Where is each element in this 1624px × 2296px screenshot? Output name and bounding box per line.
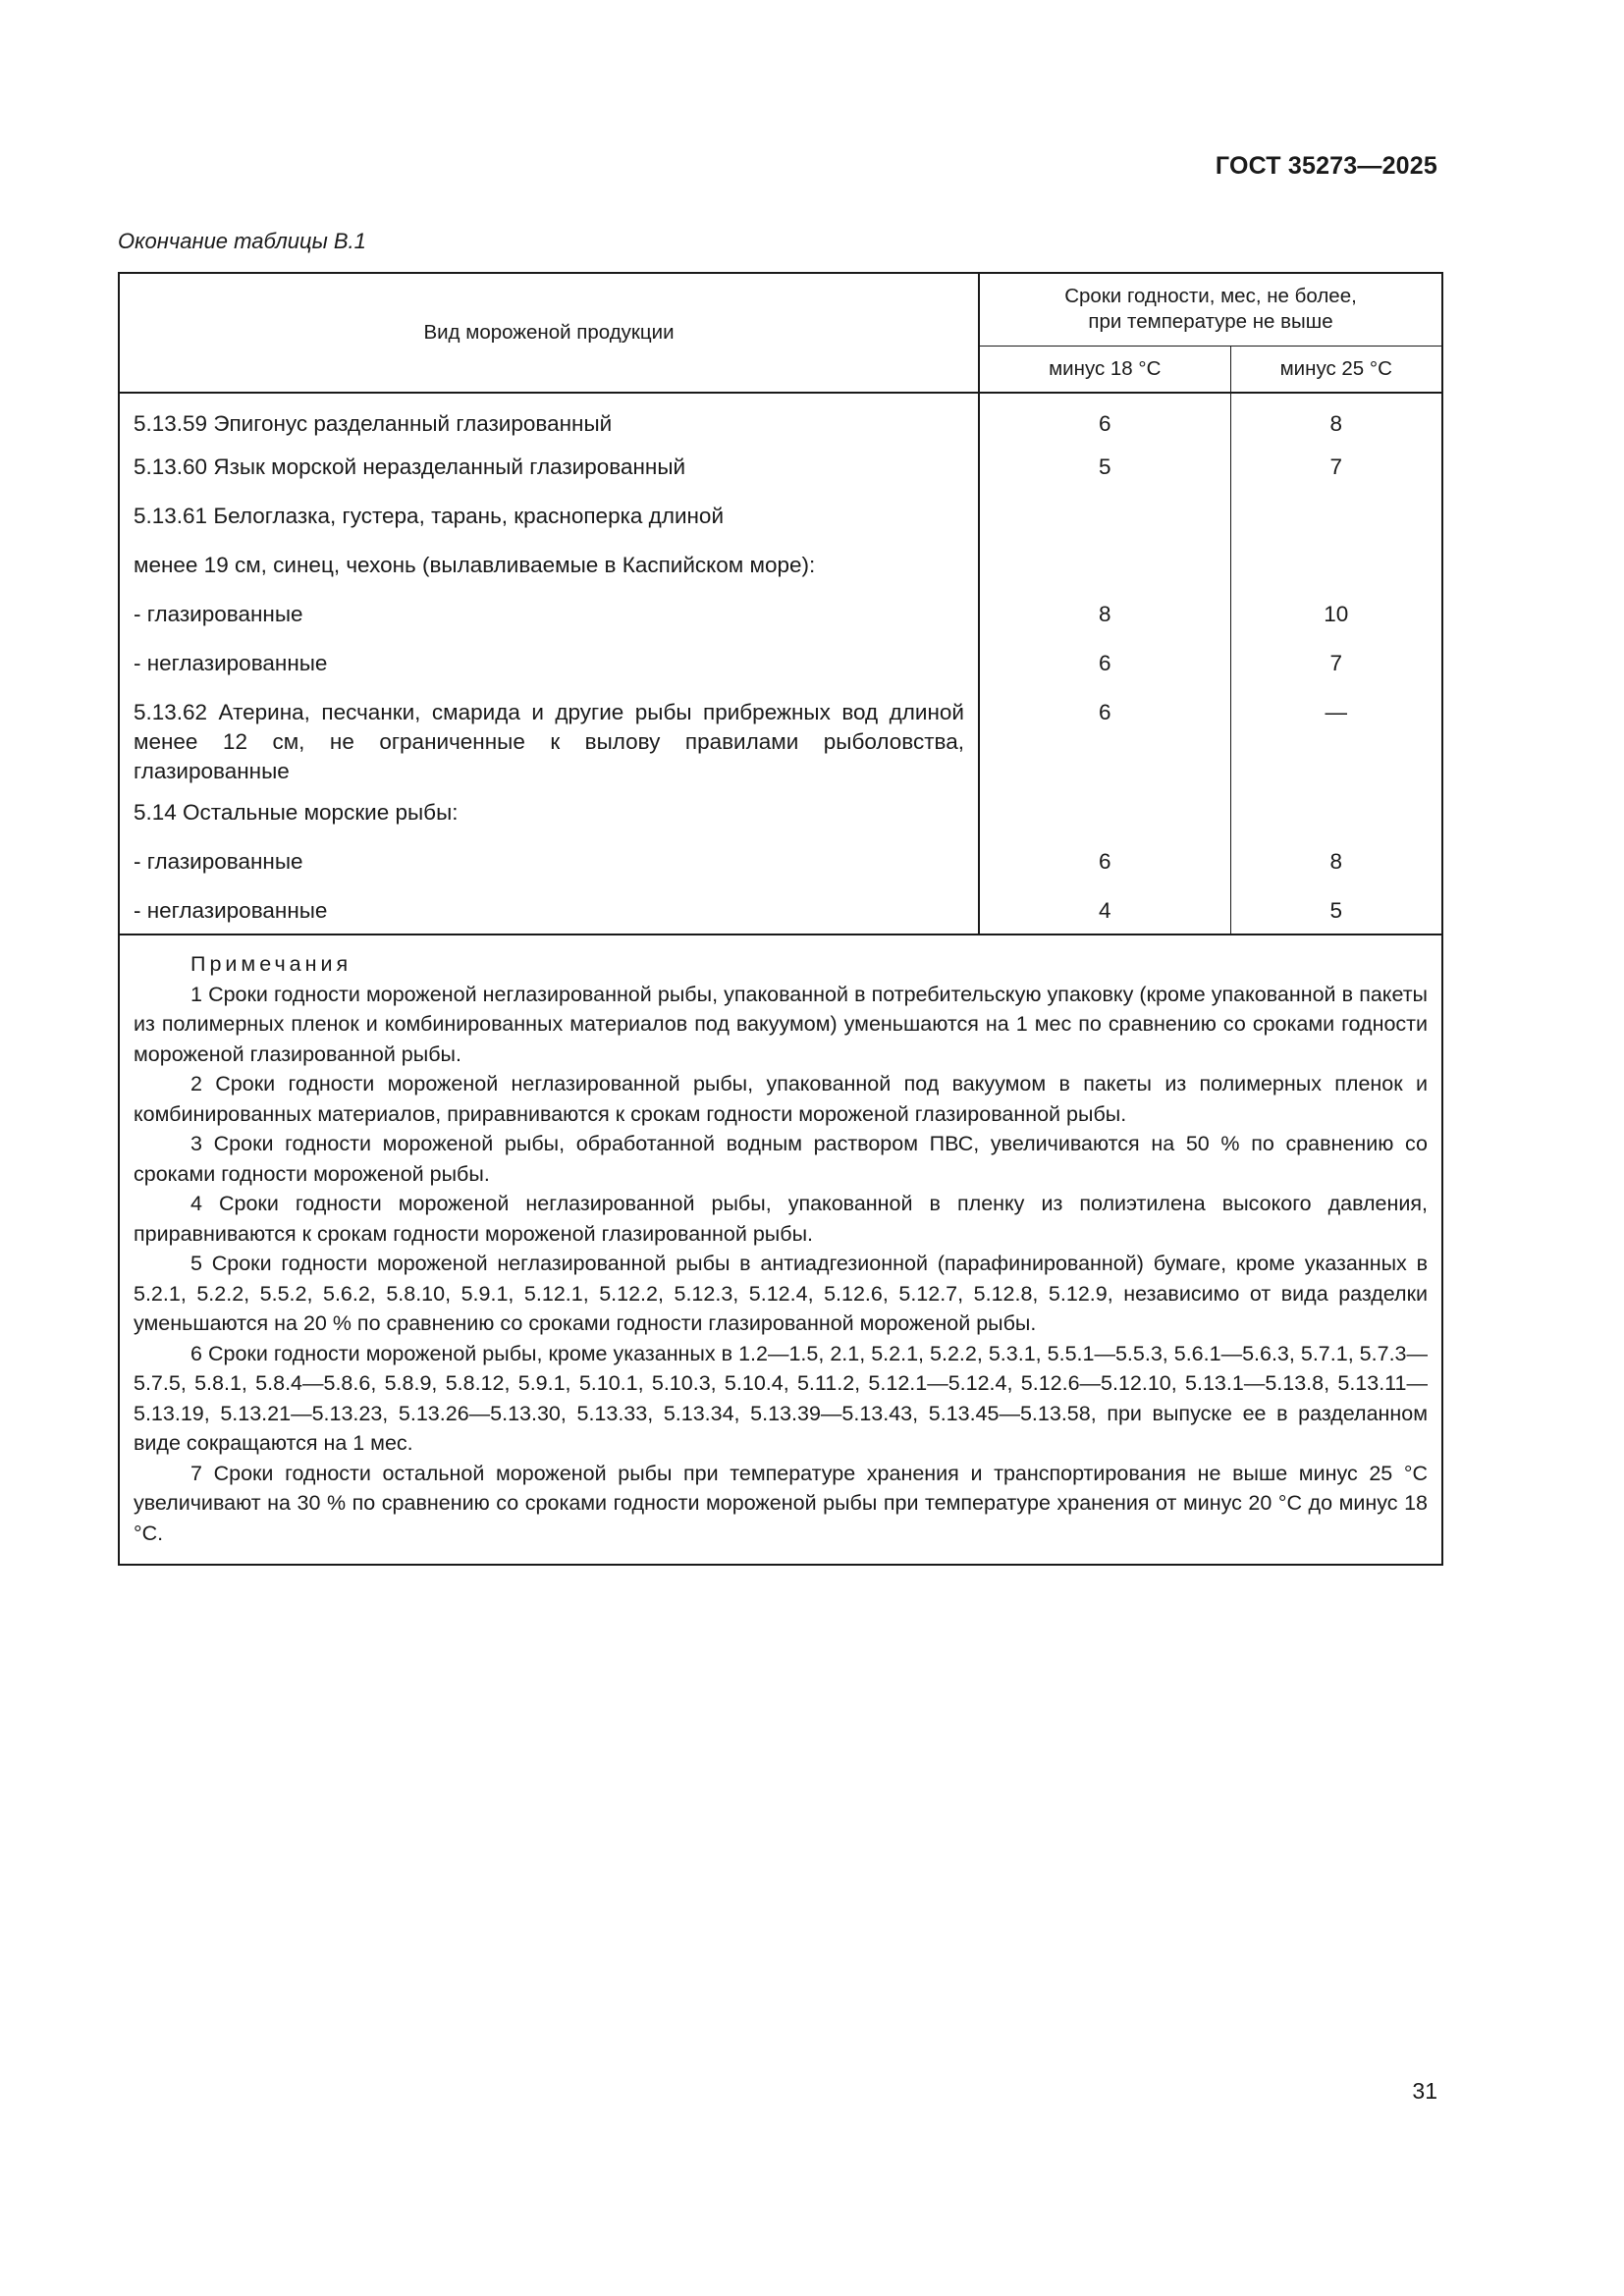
- shelf-life-table: [118, 272, 1443, 1566]
- row-value-minus18: [980, 541, 1230, 551]
- table-row: [119, 639, 1442, 688]
- row-product-name: - неглазированные: [134, 651, 328, 675]
- row-product-name: - неглазированные: [134, 898, 328, 923]
- table-row: [119, 688, 1442, 788]
- table-notes-row: [119, 934, 1442, 1565]
- note-item: 4 Сроки годности мороженой неглазированной рыбы, упакованной в пленку из полиэтилена высокого давления, приравниваются к срокам годности мороженой глазированной рыбы.: [134, 1192, 1429, 1246]
- row-value-minus18: 8: [1098, 602, 1111, 626]
- row-value-minus25: 10: [1324, 602, 1349, 626]
- column-header-shelf-life-line1: Сроки годности, мес, не более,: [1064, 285, 1357, 308]
- note-item: 5 Сроки годности мороженой неглазированной рыбы в антиадгезионной (парафинированной) бумаге, кроме указанных в 5.2.1, 5.2.2, 5.5.2, 5.6.2, 5.8.10, 5.9.1, 5.12.1, 5.12.2, 5.12.3, 5.12.4, 5.12.6, 5.12.7, 5.12.8, 5.12.9, независимо от вида разделки уменьшаются на 20 % по сравнению со сроками годности глазированной мороженой рыбы.: [134, 1252, 1429, 1335]
- row-product-name: 5.13.59 Эпигонус разделанный глазированный: [134, 411, 613, 436]
- column-header-minus25: минус 25 °С: [1230, 346, 1442, 393]
- table-row: [119, 788, 1442, 837]
- row-value-minus25: 8: [1329, 411, 1343, 436]
- column-header-shelf-life-line2: при температуре не выше: [1088, 310, 1333, 334]
- note-item: 3 Сроки годности мороженой рыбы, обработанной водным раствором ПВС, увеличиваются на 50 % по сравнению со сроками годности мороженой рыбы.: [134, 1132, 1429, 1186]
- table-caption: Окончание таблицы В.1: [118, 229, 366, 253]
- column-header-shelf-life: [979, 273, 1442, 346]
- row-value-minus18: 6: [1098, 651, 1111, 675]
- table-header-row: [119, 273, 1442, 346]
- row-value-minus18: 4: [1098, 898, 1111, 923]
- row-value-minus25: 5: [1329, 898, 1343, 923]
- row-value-minus25: 7: [1329, 454, 1343, 479]
- row-product-name: 5.13.61 Белоглазка, густера, тарань, красноперка длиной: [134, 504, 725, 528]
- notes-title: Примечания: [190, 952, 352, 976]
- column-header-product: Вид мороженой продукции: [119, 273, 979, 393]
- row-value-minus25: [1231, 788, 1442, 798]
- row-product-name: - глазированные: [134, 602, 303, 626]
- row-product-name: 5.13.60 Язык морской неразделанный глазированный: [134, 454, 686, 479]
- row-product-name: менее 19 см, синец, чехонь (вылавливаемые в Каспийском море):: [134, 553, 816, 577]
- table-row: [119, 393, 1442, 443]
- row-value-minus25: 8: [1329, 849, 1343, 874]
- row-product-name: 5.13.62 Атерина, песчанки, смарида и другие рыбы прибрежных вод длиной менее 12 см, не ограниченные к вылову правилами рыболовства, глазированные: [134, 700, 964, 783]
- table-notes: [119, 934, 1442, 1565]
- table-row: [119, 590, 1442, 639]
- note-item: 1 Сроки годности мороженой неглазированной рыбы, упакованной в потребительскую упаковку (кроме упакованной в пакеты из полимерных пленок и комбинированных материалов под вакуумом) уменьшаются на 1 мес по сравнению со сроками годности мороженой глазированной рыбы.: [134, 982, 1429, 1066]
- note-item: 7 Сроки годности остальной мороженой рыбы при температуре хранения и транспортирования не выше минус 25 °С увеличивают на 30 % по сравнению со сроками годности мороженой рыбы при температуре хранения от минус 20 °С до минус 18 °С.: [134, 1461, 1429, 1545]
- note-item: 6 Сроки годности мороженой рыбы, кроме указанных в 1.2—1.5, 2.1, 5.2.1, 5.2.2, 5.3.1, 5.5.1—5.5.3, 5.6.1—5.6.3, 5.7.1, 5.7.3—5.7.5, 5.8.1, 5.8.4—5.8.6, 5.8.9, 5.8.12, 5.9.1, 5.10.1, 5.10.3, 5.10.4, 5.11.2, 5.12.1—5.12.4, 5.12.6—5.12.10, 5.13.1—5.13.8, 5.13.11—5.13.19, 5.13.21—5.13.23, 5.13.26—5.13.30, 5.13.33, 5.13.34, 5.13.39—5.13.43, 5.13.45—5.13.58, при выпуске ее в разделанном виде сокращаются на 1 мес.: [134, 1341, 1429, 1455]
- row-value-minus18: 6: [1098, 849, 1111, 874]
- document-code: ГОСТ 35273—2025: [1215, 152, 1437, 180]
- row-value-minus18: 5: [1098, 454, 1111, 479]
- row-value-minus25: [1231, 541, 1442, 551]
- row-value-minus18: 6: [1098, 700, 1111, 724]
- table-row: [119, 541, 1442, 590]
- table-row: [119, 837, 1442, 886]
- note-item: 2 Сроки годности мороженой неглазированной рыбы, упакованной под вакуумом в пакеты из полимерных пленок и комбинированных материалов, приравниваются к срокам годности мороженой глазированной рыбы.: [134, 1072, 1429, 1126]
- row-value-minus18: [980, 492, 1230, 502]
- table-row: [119, 492, 1442, 541]
- row-product-name: 5.14 Остальные морские рыбы:: [134, 800, 459, 825]
- column-header-minus18: минус 18 °С: [979, 346, 1230, 393]
- page-number: 31: [1412, 2078, 1437, 2104]
- table-row: [119, 443, 1442, 492]
- row-value-minus18: 6: [1098, 411, 1111, 436]
- row-value-minus25: —: [1325, 700, 1347, 724]
- table-row: [119, 886, 1442, 934]
- row-product-name: - глазированные: [134, 849, 303, 874]
- row-value-minus25: 7: [1329, 651, 1343, 675]
- row-value-minus25: [1231, 492, 1442, 502]
- row-value-minus18: [980, 788, 1230, 798]
